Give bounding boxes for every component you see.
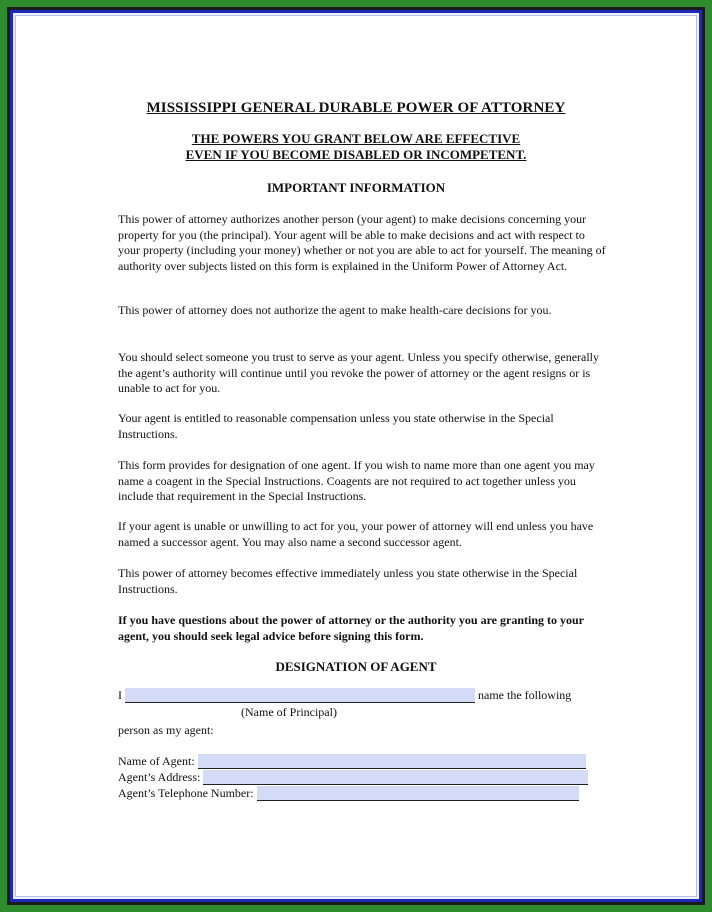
principal-name-field[interactable] — [125, 688, 475, 703]
agent-name-row — [118, 754, 586, 769]
document-subtitle — [16, 131, 696, 163]
principal-row — [118, 688, 571, 703]
subtitle-line-1: THE POWERS YOU GRANT BELOW ARE EFFECTIVE — [191, 131, 521, 146]
paragraph-coagent: This form provides for designation of one agent. If you wish to name more than one agent you may name a coagent in the Special Instructions. Coagents are not required to act together unless you include that requirement in the Special Instructions. — [118, 458, 595, 503]
agent-phone-label: Agent’s Telephone Number: — [118, 786, 254, 800]
paragraph-health-care: This power of attorney does not authorize the agent to make health-care decisions for you. — [118, 303, 552, 317]
agent-phone-field[interactable] — [257, 786, 579, 801]
inner-dark-border — [7, 7, 705, 905]
designation-of-agent-heading: DESIGNATION OF AGENT — [275, 659, 437, 674]
paragraph-effective: This power of attorney becomes effective immediately unless you state otherwise in the Special Instructions. — [118, 566, 578, 596]
agent-phone-row — [118, 786, 579, 801]
subtitle-line-2: EVEN IF YOU BECOME DISABLED OR INCOMPETENT. — [185, 147, 527, 162]
document-page — [15, 15, 697, 897]
paragraph-authorization: This power of attorney authorizes another person (your agent) to make decisions concerning your property for you (the principal). Your agent will be able to make decisions and act with respect to your property (including your money) whether or not you are able to act for yourself. The meaning of authority over subjects listed on this form is explained in the Uniform Power of Attorney Act. — [118, 212, 606, 273]
important-information-heading: IMPORTANT INFORMATION — [266, 180, 446, 195]
paragraph-legal-advice: If you have questions about the power of attorney or the authority you are granting to your agent, you should seek legal advice before signing this form. — [118, 613, 584, 643]
blue-border — [10, 10, 702, 902]
agent-address-field[interactable] — [203, 770, 588, 785]
agent-address-label: Agent’s Address: — [118, 770, 201, 784]
agent-name-field[interactable] — [198, 754, 586, 769]
paragraph-successor: If your agent is unable or unwilling to act for you, your power of attorney will end unless you have named a successor agent. You may also name a second successor agent. — [118, 519, 594, 549]
principal-suffix: name the following — [478, 688, 572, 702]
document-title: MISSISSIPPI GENERAL DURABLE POWER OF ATTORNEY — [146, 100, 566, 116]
paragraph-select-agent: You should select someone you trust to serve as your agent. Unless you specify otherwise, generally the agent’s authority will continue until you revoke the power of attorney or the agent resigns or is unable to act for you. — [118, 350, 600, 395]
principal-prefix: I — [118, 688, 122, 702]
agent-address-row — [118, 770, 588, 785]
principal-caption: (Name of Principal) — [241, 705, 337, 719]
agent-name-label: Name of Agent: — [118, 754, 195, 768]
paragraph-compensation: Your agent is entitled to reasonable compensation unless you state otherwise in the Special Instructions. — [118, 411, 554, 441]
principal-tail: person as my agent: — [118, 723, 214, 737]
